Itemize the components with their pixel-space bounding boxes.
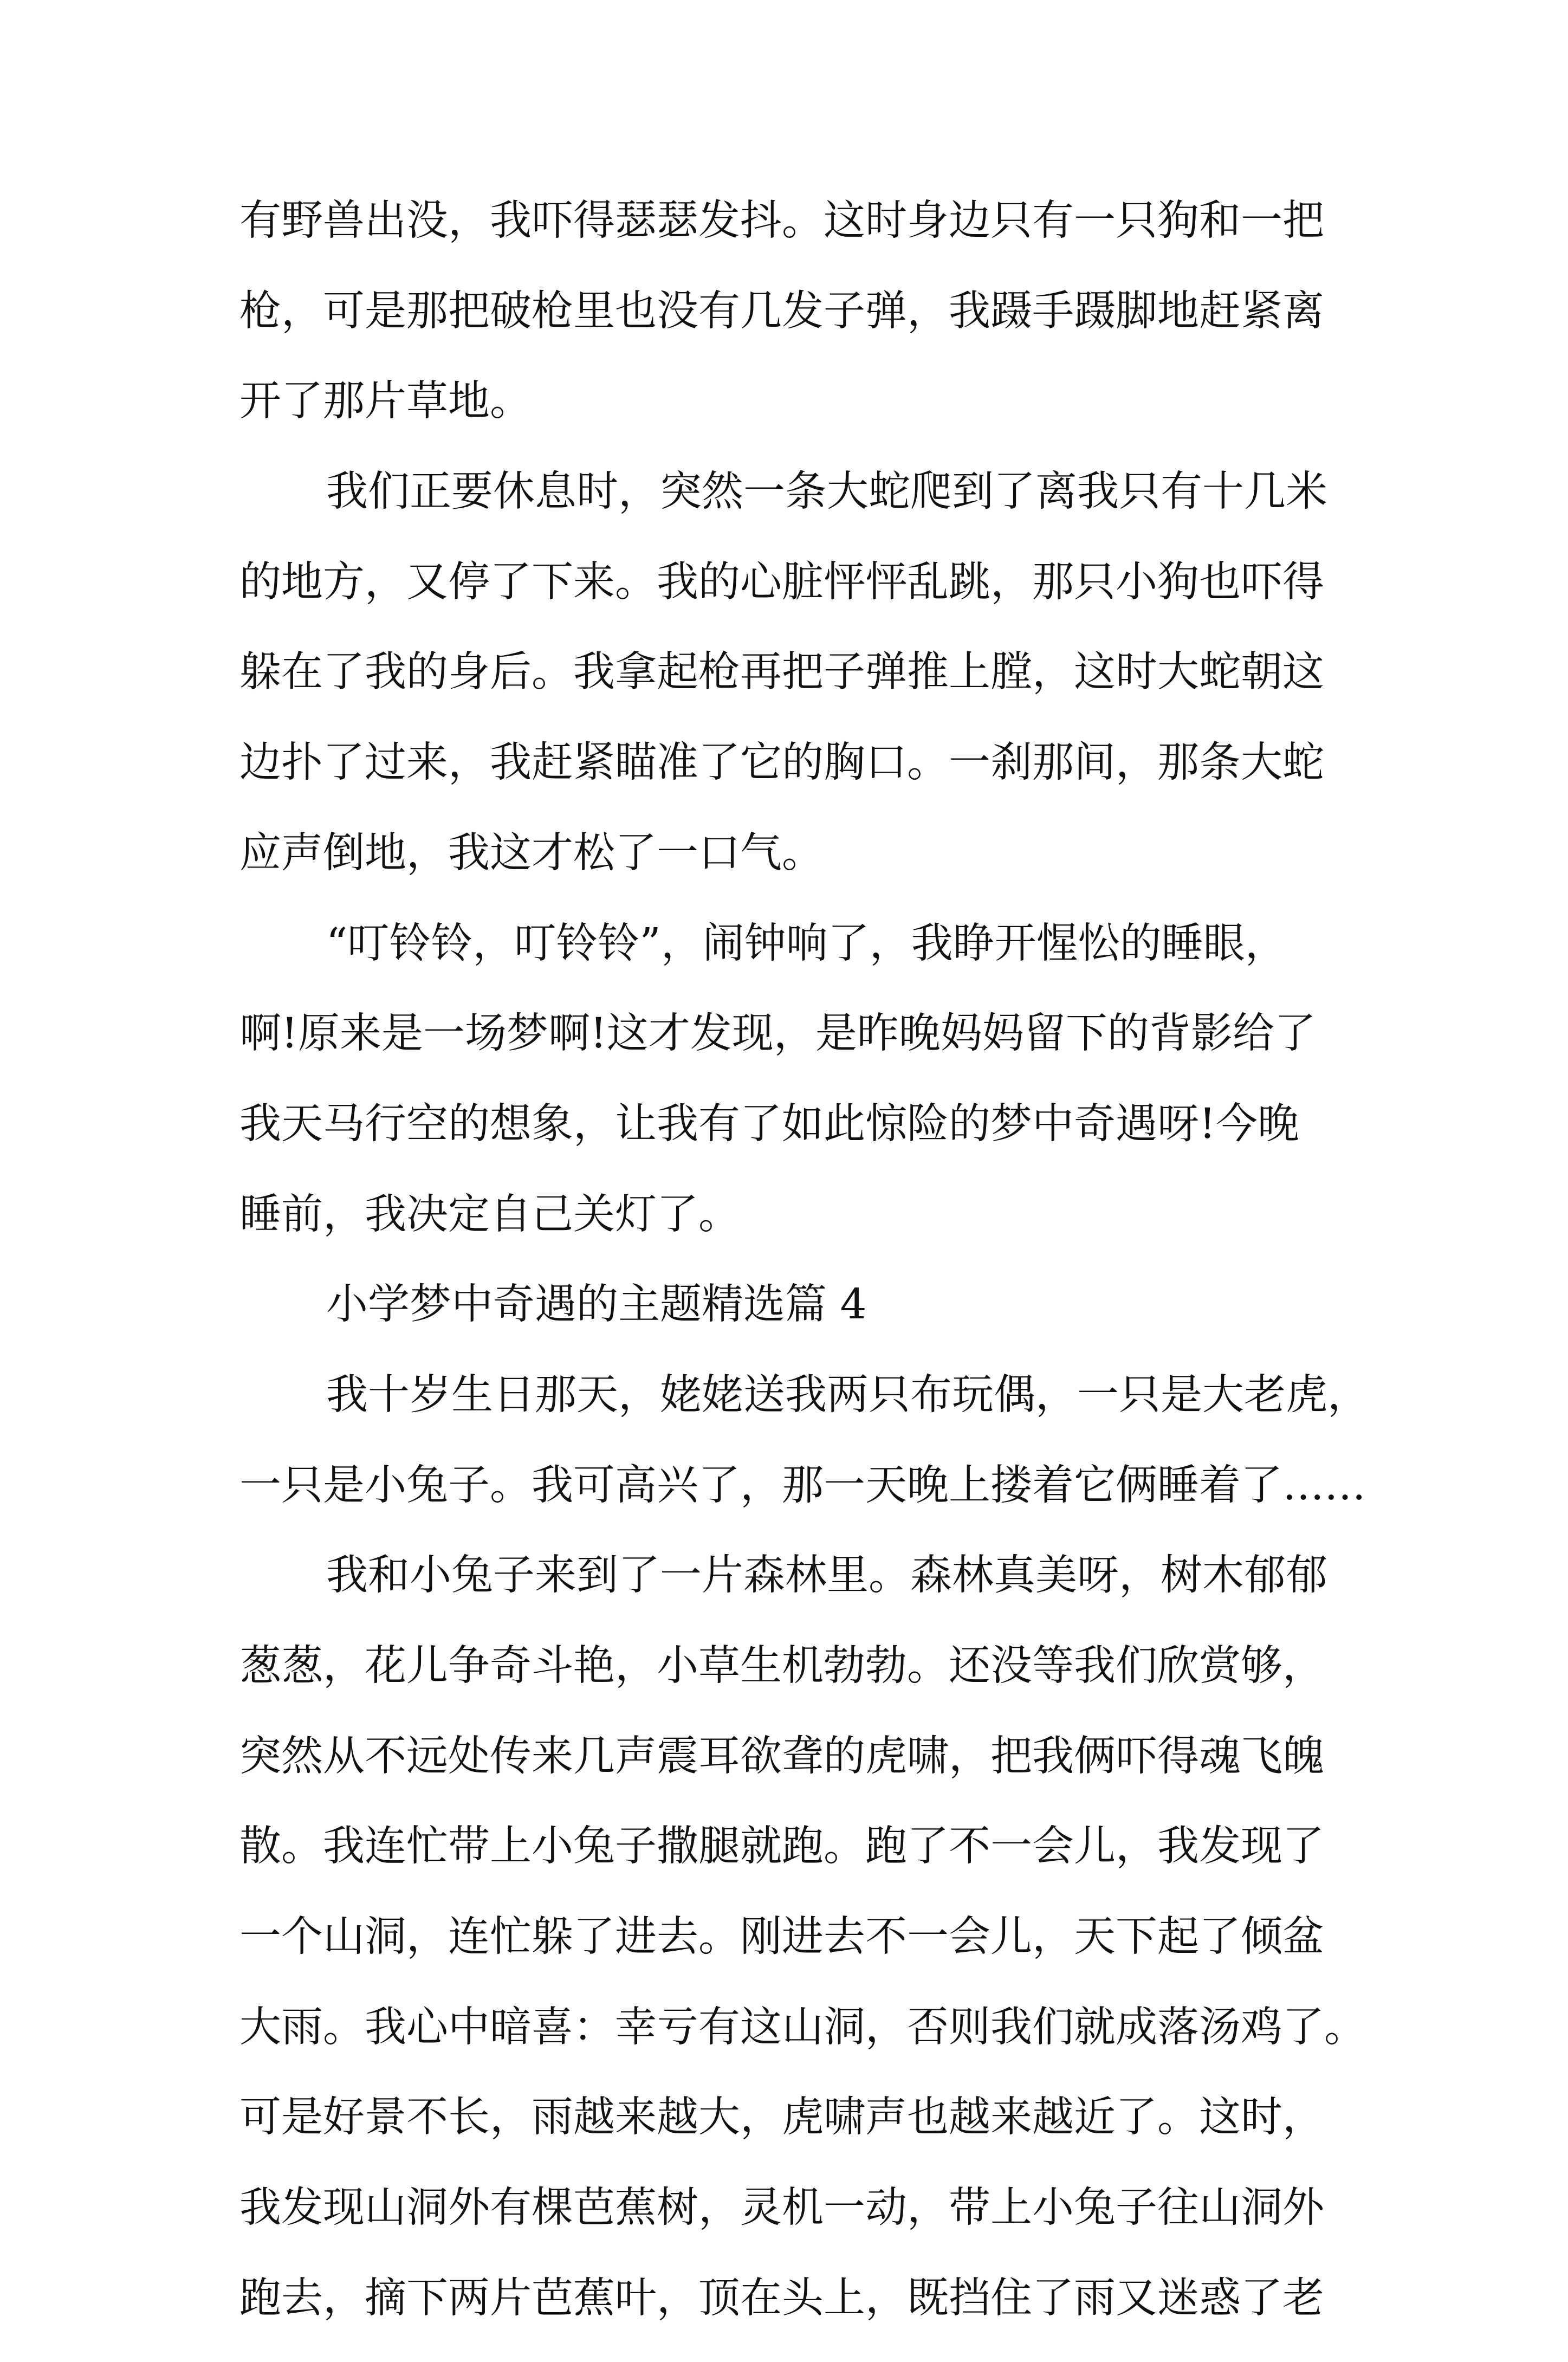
text-line: 一只是小兔子。我可高兴了，那一天晚上搂着它俩睡着了…… bbox=[239, 1461, 1366, 1510]
text-line: 葱葱，花儿争奇斗艳，小草生机勃勃。还没等我们欣赏够， bbox=[239, 1642, 1324, 1690]
section-heading: 小学梦中奇遇的主题精选篇 4 bbox=[326, 1280, 867, 1329]
text-line: 突然从不远处传来几声震耳欲聋的虎啸，把我俩吓得魂飞魄 bbox=[239, 1732, 1324, 1781]
text-line: 我和小兔子来到了一片森林里。森林真美呀，树木郁郁 bbox=[326, 1551, 1327, 1600]
text-line: 躲在了我的身后。我拿起枪再把子弹推上膛，这时大蛇朝这 bbox=[239, 648, 1324, 697]
text-line: 有野兽出没，我吓得瑟瑟发抖。这时身边只有一只狗和一把 bbox=[239, 197, 1324, 245]
text-line: 散。我连忙带上小兔子撒腿就跑。跑了不一会儿，我发现了 bbox=[239, 1822, 1324, 1871]
text-line: 大雨。我心中暗喜：幸亏有这山洞，否则我们就成落汤鸡了。 bbox=[239, 2003, 1366, 2052]
text-line: 枪，可是那把破枪里也没有几发子弹，我蹑手蹑脚地赶紧离 bbox=[239, 287, 1324, 335]
text-line: 的地方，又停了下来。我的心脏怦怦乱跳，那只小狗也吓得 bbox=[239, 558, 1324, 606]
text-line: 我天马行空的想象，让我有了如此惊险的梦中奇遇呀!今晚 bbox=[239, 1099, 1299, 1148]
text-line: 我们正要休息时，突然一条大蛇爬到了离我只有十几米 bbox=[326, 468, 1327, 516]
text-line: 开了那片草地。 bbox=[239, 377, 532, 426]
text-line: 一个山洞，连忙躲了进去。刚进去不一会儿，天下起了倾盆 bbox=[239, 1913, 1324, 1962]
text-line: “叮铃铃，叮铃铃”，闹钟响了，我睁开惺忪的睡眼， bbox=[326, 919, 1287, 968]
text-line: 跑去，摘下两片芭蕉叶，顶在头上，既挡住了雨又迷惑了老 bbox=[239, 2274, 1324, 2322]
text-line: 应声倒地，我这才松了一口气。 bbox=[239, 829, 824, 877]
text-line: 边扑了过来，我赶紧瞄准了它的胸口。一刹那间，那条大蛇 bbox=[239, 739, 1324, 787]
text-line: 睡前，我决定自己关灯了。 bbox=[239, 1190, 740, 1239]
text-line: 我发现山洞外有棵芭蕉树，灵机一动，带上小兔子往山洞外 bbox=[239, 2184, 1324, 2232]
text-line: 啊!原来是一场梦啊!这才发现，是昨晚妈妈留下的背影给了 bbox=[239, 1009, 1316, 1058]
text-line: 我十岁生日那天，姥姥送我两只布玩偶，一只是大老虎， bbox=[326, 1370, 1369, 1419]
body-text bbox=[239, 194, 1369, 2362]
text-line: 可是好景不长，雨越来越大，虎啸声也越来越近了。这时， bbox=[239, 2093, 1324, 2142]
